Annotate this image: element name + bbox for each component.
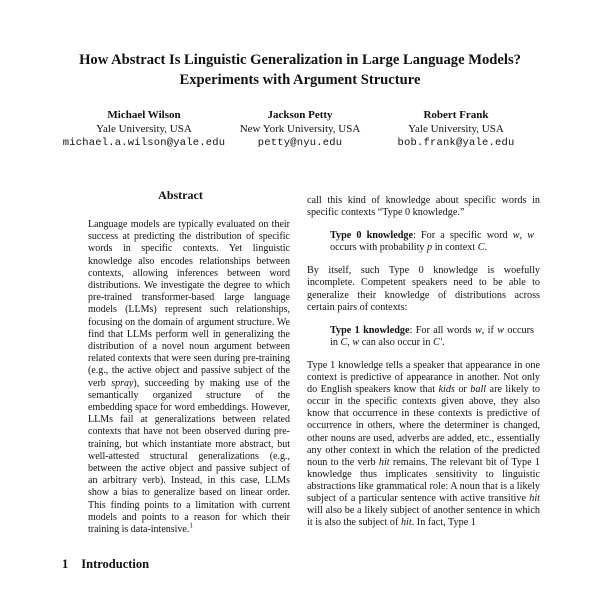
section-1-number: 1 — [62, 557, 69, 572]
author-1-affiliation: Yale University, USA — [96, 123, 192, 135]
author-2-email: petty@nyu.edu — [257, 137, 343, 149]
author-1 — [60, 108, 228, 151]
right-paragraph-2: By itself, such Type 0 knowledge is woefully incomplete. Competent speakers need to be able to generalize their knowledge of distributions across certain pairs of contexts: — [307, 265, 540, 313]
author-3-email: bob.frank@yale.edu — [397, 137, 515, 149]
author-2-affiliation: New York University, USA — [239, 123, 361, 135]
author-1-name: Michael Wilson — [107, 109, 181, 121]
author-3-name: Robert Frank — [423, 109, 489, 121]
author-2 — [228, 108, 372, 151]
abstract-text: Language models are typically evaluated on their success at predicting the distribution of specific words in specific contexts. Yet linguistic knowledge also encodes relationships between contexts, allowing inferences between word distributions. We investigate the degree to which pre-trained transformer-based large language models (LLMs) represent such relationships, focusing on the domain of argument structure. We find that LLMs perform well in generalizing the distribution of a novel noun argument between related contexts that were seen during pre-training (e.g., the active object and passive subject of the verb spray), succeeding by making use of the semantically organized structure of the embedding space for word embeddings. However, LLMs fail at generalizations between related contexts that have not been observed during pre-training, but which instantiate more abstract, but well-attested structural generalizations (e.g., between the active object and passive subject of an arbitrary verb). Instead, in this case, LLMs show a bias to generalize based on linear order. This finding points to a limitation with current models and points to a reason for which their training is data-intensive.$^1$ — [88, 219, 290, 536]
type1-knowledge-definition: Type 1 knowledge: For all words w, if w occurs in C, w can also occur in C′. — [330, 324, 534, 348]
right-column — [307, 195, 540, 600]
author-1-email: michael.a.wilson@yale.edu — [62, 137, 226, 149]
paper-title-line1: How Abstract Is Linguistic Generalization in Large Language Models? — [79, 52, 521, 68]
section-1-heading — [62, 557, 299, 572]
section-1-title: Introduction — [81, 557, 150, 572]
author-3 — [372, 108, 540, 151]
right-paragraph-1: call this kind of knowledge about specific words in specific contexts “Type 0 knowledge.” — [307, 195, 540, 219]
author-3-affiliation: Yale University, USA — [408, 123, 504, 135]
author-block — [60, 108, 540, 151]
paper-title-line2: Experiments with Argument Structure — [179, 72, 421, 88]
abstract-heading: Abstract — [158, 188, 203, 202]
author-2-name: Jackson Petty — [267, 109, 333, 121]
right-paragraph-3: Type 1 knowledge tells a speaker that appearance in one context is predictive of appearance in another. Not only do English speakers know that kids or ball are likely to occur in the specific contexts given above, they also know that occurrence in these contexts is predictive of occurrence in others, where the determiner is changed, other nouns are used, adverbs are added, etc., essentially any other context in which the relation of the predicted noun to the verb hit remains. The relevant bit of Type 1 knowledge thus implicates sensitivity to linguistic abstractions like grammatical role: A noun that is a likely subject of a particular sentence with active transitive hit will also be a likely subject of another sentence in which it is also the subject of hit. In fact, Type 1 — [307, 359, 540, 529]
type0-knowledge-definition: Type 0 knowledge: For a specific word w, w occurs with probability p in context C. — [330, 230, 535, 254]
left-column — [62, 188, 299, 600]
paper-title — [0, 50, 600, 90]
